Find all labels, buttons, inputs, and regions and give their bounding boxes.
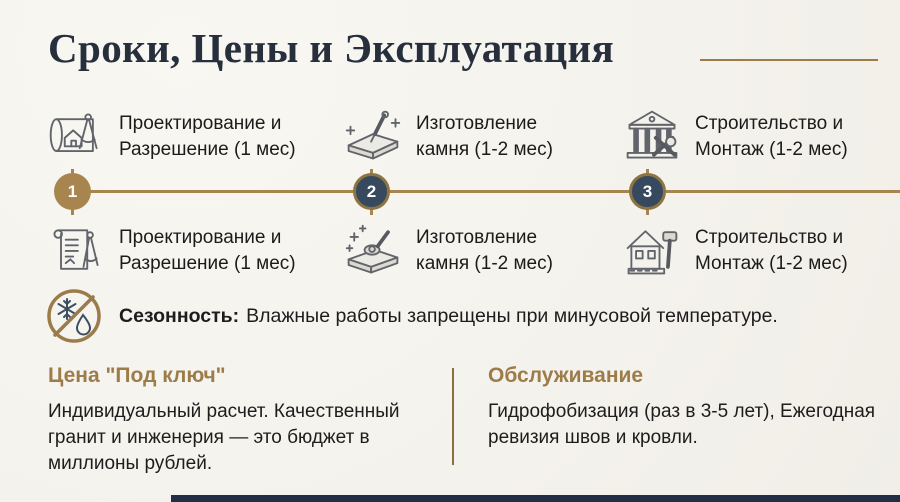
step-1-top: [46, 106, 296, 166]
step-2-top: [343, 106, 553, 166]
step-2-top-label: Изготовление камня (1-2 мес): [416, 113, 553, 160]
step-1-bottom-label: Проектирование и Разрешение (1 мес): [119, 227, 296, 274]
price-body: Индивидуальный расчет. Качественный гранит и инженерия — это бюджет в миллионы рублей.: [48, 401, 400, 474]
step-2-bottom-label: Изготовление камня (1-2 мес): [416, 227, 553, 274]
timeline-step-3-badge: 3: [629, 173, 666, 210]
step-1-bottom: [46, 220, 296, 280]
service-body: Гидрофобизация (раз в 3-5 лет), Ежегодная ревизия швов и кровли.: [488, 401, 876, 448]
document-compass-icon: [46, 220, 106, 280]
house-hammer-icon: [622, 220, 682, 280]
title-divider: [700, 59, 878, 61]
seasonality-text: Сезонность: Влажные работы запрещены при минусовой температуре.: [119, 304, 778, 327]
timeline-step-2-badge: 2: [353, 173, 390, 210]
timeline-step-1-badge: 1: [54, 173, 91, 210]
step-3-top: [622, 106, 848, 166]
page-title: Сроки, Цены и Эксплуатация: [48, 25, 615, 71]
service-section: [488, 364, 880, 451]
step-1-top-label: Проектирование и Разрешение (1 мес): [119, 113, 296, 160]
footer-accent-bar: [171, 495, 900, 502]
step-3-top-label: Строительство и Монтаж (1-2 мес): [695, 113, 848, 160]
blueprint-compass-icon: [46, 106, 106, 166]
price-section: [48, 364, 440, 477]
step-3-bottom: [622, 220, 848, 280]
building-tools-icon: [622, 106, 682, 166]
seasonality-note: [46, 288, 778, 344]
no-frost-icon: [46, 288, 102, 344]
timeline-line: [58, 190, 900, 193]
step-3-bottom-label: Строительство и Монтаж (1-2 мес): [695, 227, 848, 274]
stone-polishing-icon: [343, 220, 403, 280]
service-heading: Обслуживание: [488, 364, 644, 387]
seasonality-label: Сезонность:: [119, 304, 240, 327]
stone-chisel-icon: [343, 106, 403, 166]
price-heading: Цена "Под ключ": [48, 364, 226, 387]
columns-divider: [452, 368, 454, 465]
step-2-bottom: [343, 220, 553, 280]
